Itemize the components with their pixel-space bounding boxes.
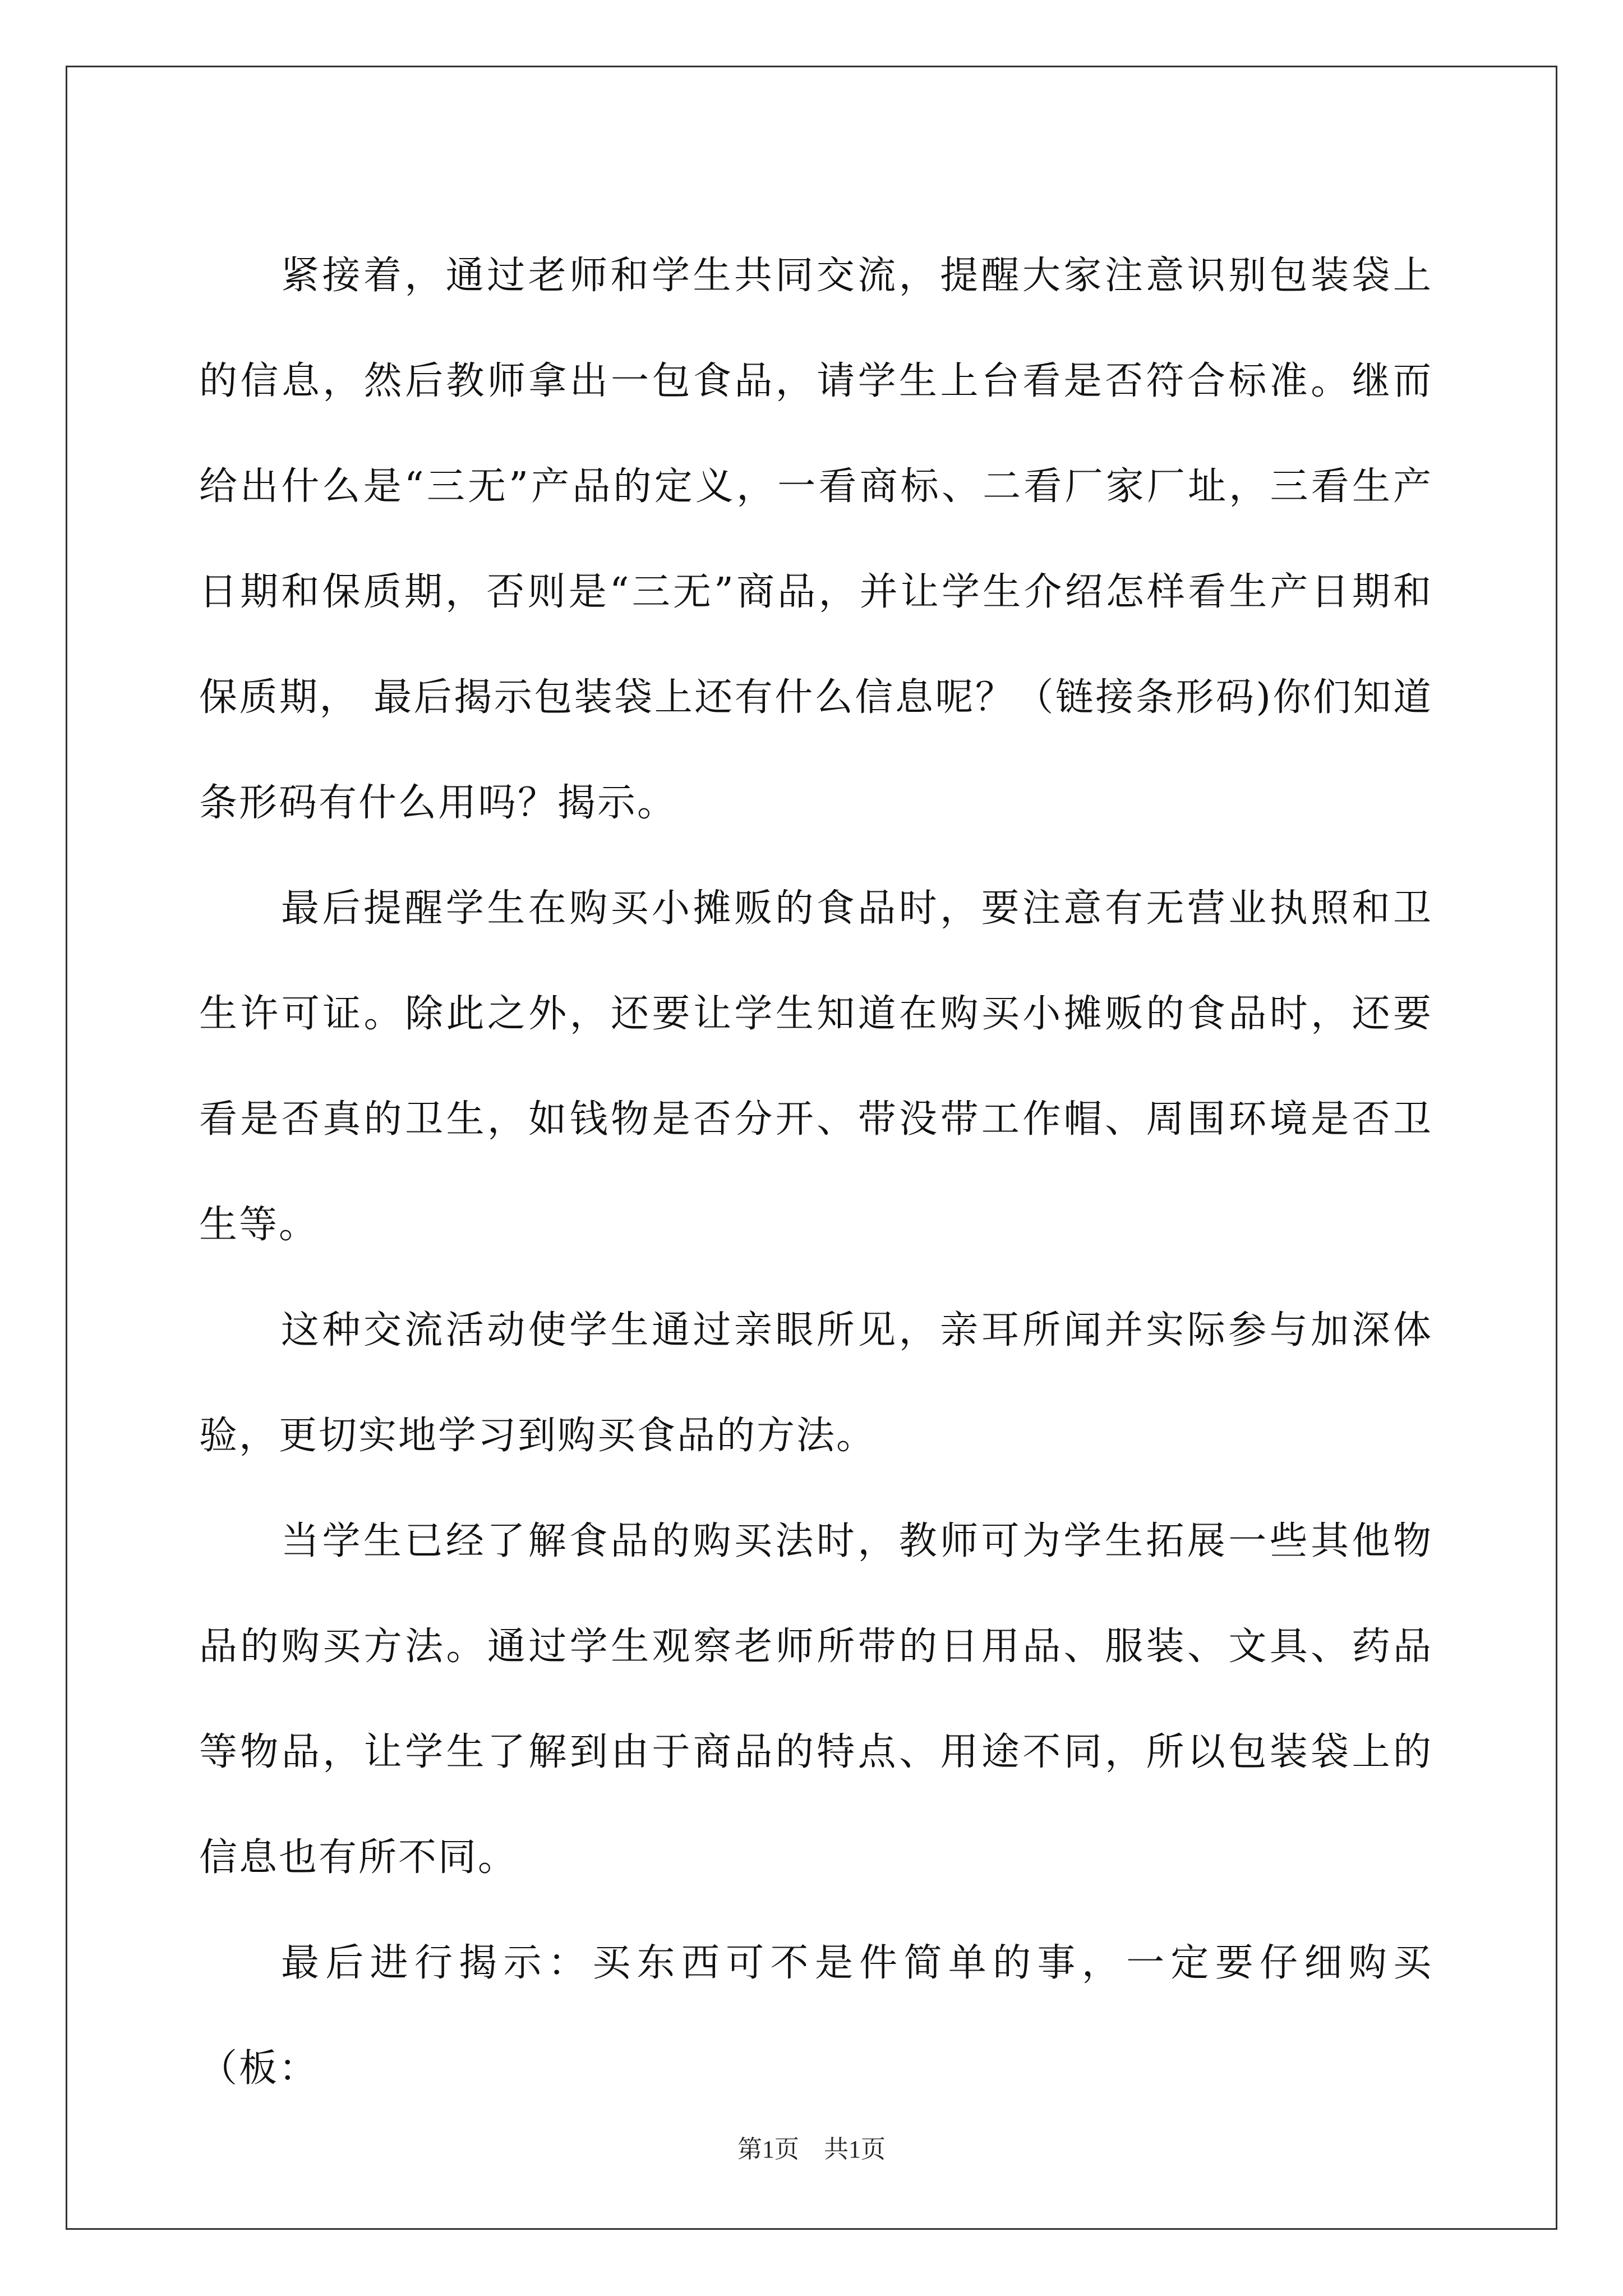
paragraph: 当学生已经了解食品的购买法时，教师可为学生拓展一些其他物品的购买方法。通过学生观察老师所带的日用品、服装、文具、药品等物品，让学生了解到由于商品的特点、用途不同，所以包装袋上的信息也有所不同。 bbox=[199, 1519, 1433, 1880]
document-body bbox=[199, 223, 1433, 2122]
paragraph: 最后提醒学生在购买小摊贩的食品时，要注意有无营业执照和卫生许可证。除此之外，还要让学生知道在购买小摊贩的食品时，还要看是否真的卫生，如钱物是否分开、带没带工作帽、周围环境是否卫生等。 bbox=[199, 886, 1433, 1247]
paragraph: 最后进行揭示：买东西可不是件简单的事，一定要仔细购买（板： bbox=[199, 1941, 1433, 2091]
paragraph: 这种交流活动使学生通过亲眼所见，亲耳所闻并实际参与加深体验，更切实地学习到购买食品的方法。 bbox=[199, 1308, 1433, 1458]
paragraph: 紧接着，通过老师和学生共同交流，提醒大家注意识别包装袋上的信息，然后教师拿出一包食品，请学生上台看是否符合标准。继而给出什么是“三无”产品的定义，一看商标、二看厂家厂址，三看生产日期和保质期，否则是“三无”商品，并让学生介绍怎样看生产日期和保质期， 最后揭示包装袋上还有什么信息呢？（链接条形码)你们知道条形码有什么用吗？揭示。 bbox=[199, 254, 1433, 825]
page-footer: 第1页 共1页 bbox=[737, 2136, 886, 2163]
